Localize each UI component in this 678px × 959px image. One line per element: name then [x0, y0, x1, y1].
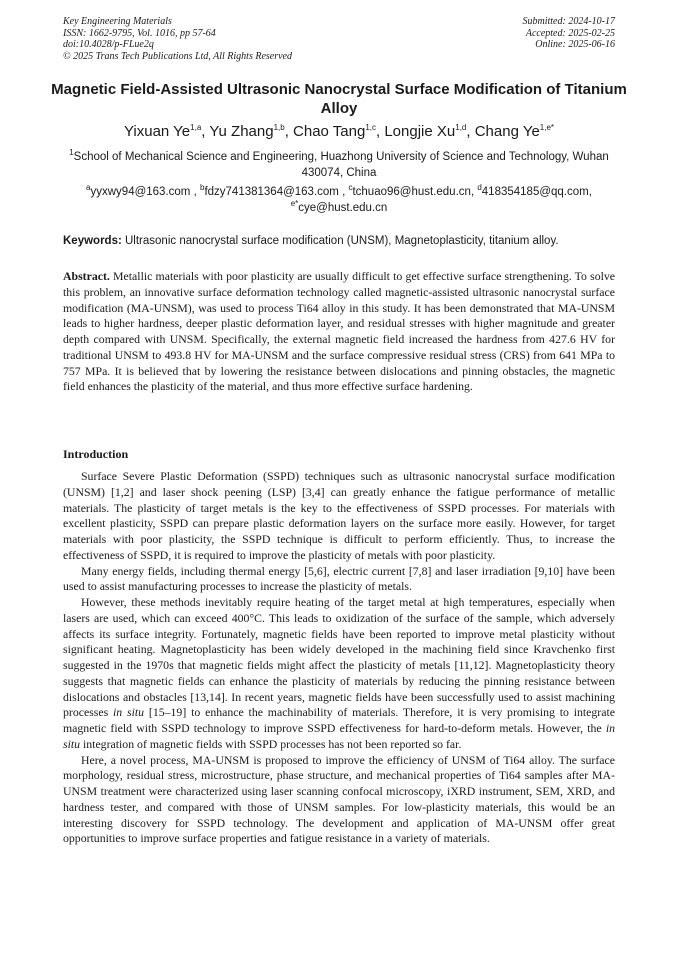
author-name: Yu Zhang: [209, 123, 274, 140]
abstract-label: Abstract.: [63, 269, 110, 283]
paper-title: Magnetic Field-Assisted Ultrasonic Nanocrystal Surface Modification of Titanium Alloy: [51, 81, 627, 117]
email-mark: d: [477, 183, 482, 193]
email-link[interactable]: tchuao96@hust.edu.cn: [352, 186, 471, 198]
paragraph: Many energy fields, including thermal energy [5,6], electric current [7,8] and laser irradiation [9,10] have been used to assist manufacturing processes to increase the plasticity of metals.: [63, 563, 615, 594]
paragraph: Surface Severe Plastic Deformation (SSPD) techniques such as ultrasonic nanocrystal surface modification (UNSM) [1,2] and laser shock peening (LSP) [3,4] can greatly enhance the fatigue performance of metallic materials. The plasticity of target metals is the key to the effectiveness of SSPD processes. For materials with excellent plasticity, SSPD can prepare plastic deformation layers on the surface more easily. However, for target materials with poor plasticity, the SSPD technique is difficult to perform efficiently. Thus, to increase the effectiveness of SSPD, it is required to improve the plasticity of metals with poor plasticity.: [63, 469, 615, 562]
affiliation-text: School of Mechanical Science and Engineering, Huazhong University of Science and Technology, Wuhan 430074, China: [73, 151, 609, 179]
email-mark: a: [86, 183, 91, 193]
journal-header-left: [63, 16, 292, 63]
submitted-date: Submitted: 2024-10-17: [522, 16, 615, 27]
journal-copyright: © 2025 Trans Tech Publications Ltd, All Rights Reserved: [63, 51, 292, 63]
author-affiliation-mark: 1,c: [365, 123, 376, 132]
author-name: Chao Tang: [293, 123, 366, 140]
keywords-text: Ultrasonic nanocrystal surface modification (UNSM), Magnetoplasticity, titanium alloy.: [125, 235, 559, 247]
author-list: Yixuan Ye$^{1,a}$, Yu Zhang$^{1,b}$, Chao Tang$^{1,c}$, Longjie Xu$^{1,d}$, Chang $Ye^{1,e*}$: [123, 123, 555, 140]
introduction-body: [63, 469, 615, 847]
journal-header-right: [523, 16, 616, 51]
email-mark: b: [199, 183, 205, 193]
accepted-date: Accepted: 2025-02-25: [525, 27, 615, 39]
email-link[interactable]: yyxwy94@163.com: [90, 186, 191, 198]
section-heading-introduction: Introduction: [63, 447, 129, 461]
email-mark: e*: [290, 199, 299, 209]
affiliation: [63, 149, 615, 181]
italic-term: in situ: [63, 721, 615, 751]
paragraph: Here, a novel process, MA-UNSM is proposed to improve the efficiency of UNSM of Ti64 alloy. The surface morphology, residual stress, microstructure, phase structure, and mechanical properties of Ti64 samples after MA-UNSM treatment were characterized using laser scanning confocal microscopy, iXRD instrument, SEM, XRD, and hardness tester, and compared with those of UNSM samples. For low-plasticity materials, this would be an interesting discovery for SSPD technology. The development and application of MA-UNSM offer great opportunities to improve surface properties and fatigue resistance in a variety of materials.: [63, 752, 615, 846]
online-date: Online: 2025-06-16: [535, 39, 615, 51]
paragraph-text: [15–19] to enhance the machinability of materials. Therefore, it is very promising to integrate magnetic field with SSPD technology to improve SSPD effectiveness for hard-to-deform metals. However, the: [63, 705, 615, 735]
author-name: Longjie Xu: [384, 123, 456, 140]
author-emails: $^a$yyxwy94@163.com , $^b$fdzy741381364@163.com , $^c$tchuao96@hust.edu.cn, $^d$418354185@qq.com, $^{e*}$cye@hust.edu.cn: [86, 183, 592, 214]
author-name: Yixuan Ye: [123, 123, 191, 140]
author-affiliation-mark: 1,a: [190, 123, 202, 132]
email-link[interactable]: fdzy741381364@163.com: [204, 186, 339, 198]
email-link[interactable]: cye@hust.edu.cn: [298, 202, 388, 214]
journal-issn: ISSN: 1662-9795, Vol. 1016, pp 57-64: [63, 27, 216, 39]
email-mark: c: [348, 183, 353, 193]
author-affiliation-mark: 1,e*: [539, 123, 555, 132]
affiliation-mark: 1: [69, 148, 74, 158]
email-link[interactable]: 418354185@qq.com: [481, 186, 589, 198]
journal-name: Key Engineering Materials: [63, 16, 172, 27]
author-name: Chang Ye: [474, 123, 540, 140]
italic-term: in situ: [113, 705, 145, 720]
author-affiliation-mark: 1,d: [455, 123, 467, 132]
keywords-label: Keywords:: [63, 235, 122, 247]
paragraph: [63, 595, 615, 753]
paragraph-text: integration of magnetic fields with SSPD processes has not been reported so far.: [80, 736, 462, 751]
abstract-text: Metallic materials with poor plasticity are usually difficult to get effective surface strengthening. To solve this problem, an innovative surface deformation technology called magnetic-assisted ultrasonic nanocrystal surface modification (MA-UNSM), was used to process Ti64 alloy in this study. It has been demonstrated that MA-UNSM leads to higher hardness, deeper plastic deformation layer, and residual stresses with higher magnitude and greater depth compared with UNSM. Specifically, the external magnetic field increased the hardness from 427.6 HV for traditional UNSM to 493.8 HV for MA-UNSM and the surface compressive residual stress (CRS) from 641 MPa to 757 MPa. It is believed that by lowering the resistance between dislocations and pinning obstacles, the magnetic field enhances the plasticity of the material, and thus more effective surface hardening.: [63, 269, 615, 394]
journal-doi: doi:10.4028/p-FLue2q: [63, 39, 154, 51]
keywords: [63, 234, 615, 249]
paragraph-text: However, these methods inevitably require heating of the target metal at high temperatures, especially when lasers are used, which can exceed 400°C. This leads to oxidization of the surface of the sample, which adversely affects its surface integrity. Fortunately, magnetic fields have been reported to improve metal plasticity without significant heating. Magnetoplasticity has been widely developed in the machining field since Kravchenko first suggested in the 1970s that magnetic fields might affect the plasticity of metals [11,12]. Magnetoplasticity theory suggests that magnetic fields can enhance the plasticity of materials by reducing the pinning resistance between dislocations and obstacles [13,14]. In recent years, magnetic fields have been successfully used to assist machining processes: [63, 595, 615, 720]
abstract: [63, 269, 615, 395]
author-affiliation-mark: 1,b: [273, 123, 285, 132]
